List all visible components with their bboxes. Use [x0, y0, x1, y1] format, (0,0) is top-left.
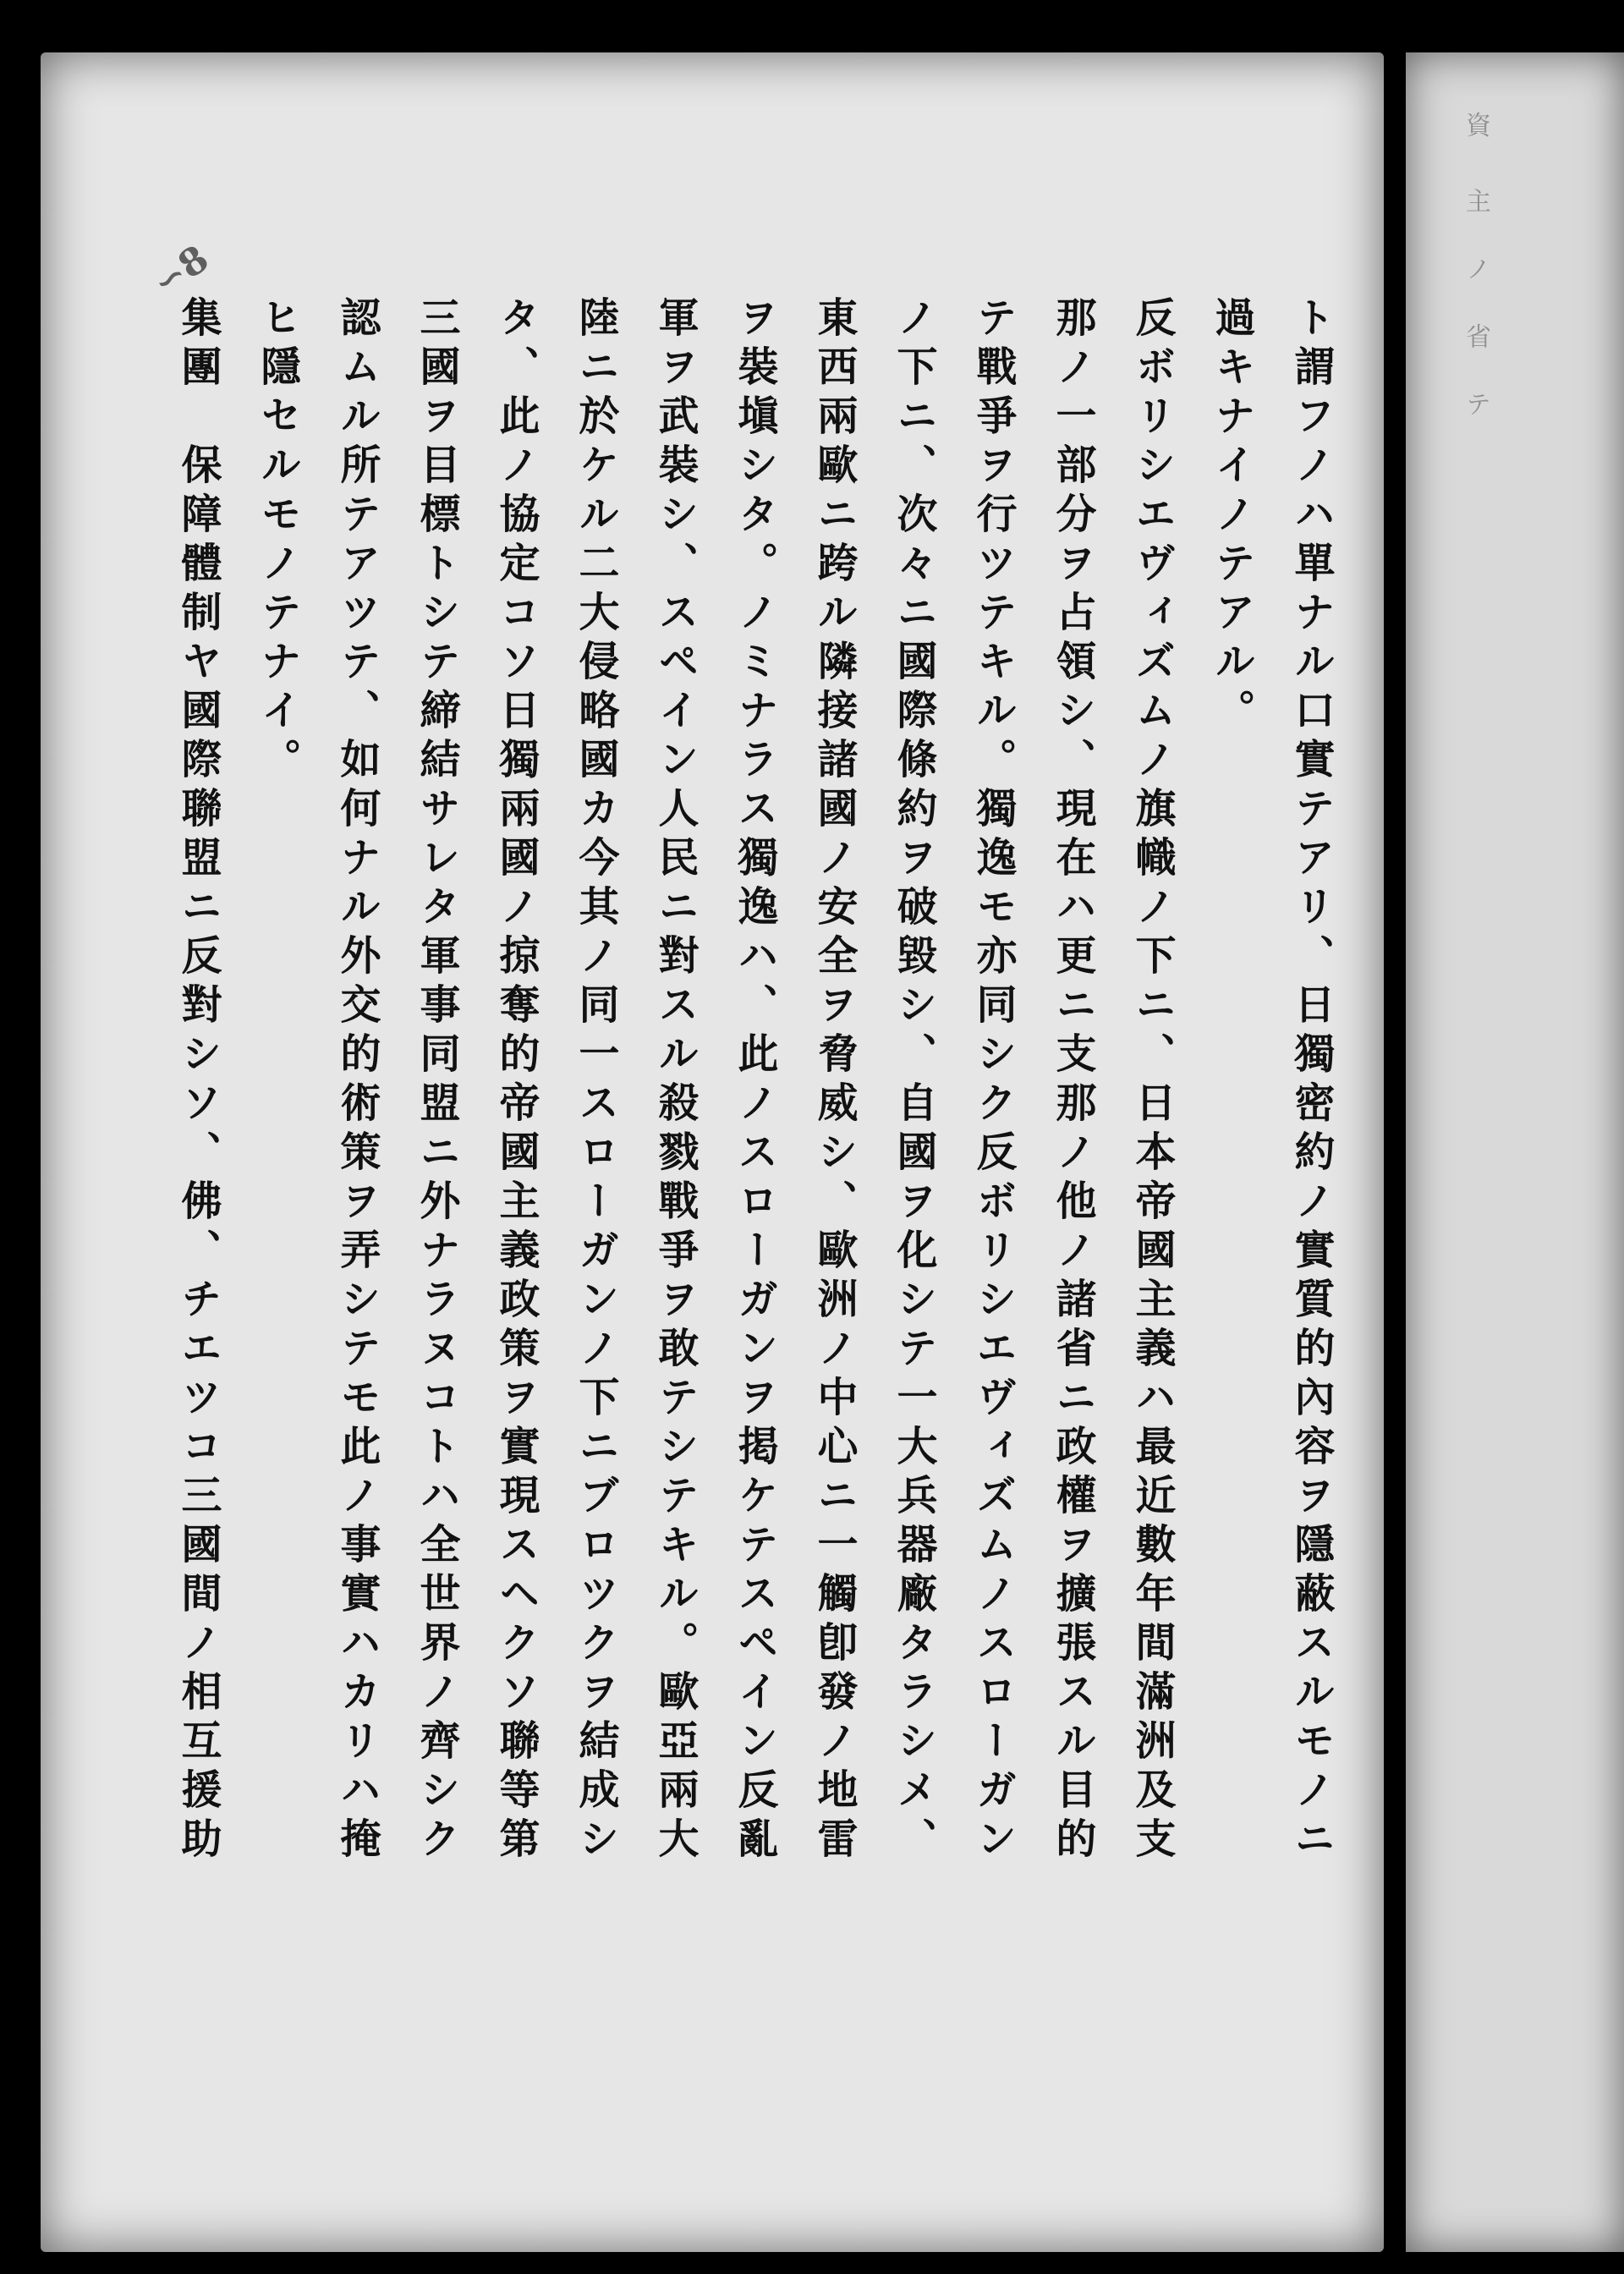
text-column-15: 集團 保障體制ヤ國際聯盟ニ反對シソ、佛、チエツコ三國間ノ相互援助	[174, 296, 222, 1866]
text-column-4: 那ノ一部分ヲ占領シ、現在ハ更ニ支那ノ他ノ諸省ニ政權ヲ擴張スル目的	[1049, 296, 1096, 1866]
text-column-14: ヒ隱セルモノテナイ。	[254, 296, 301, 787]
text-column-1: ト謂フノハ單ナル口實テアリ、日獨密約ノ實質的內容ヲ隱蔽スルモノニ	[1287, 296, 1335, 1866]
edge-text-fragment: 資	[1461, 112, 1490, 137]
text-column-7: 東西兩歐ニ跨ル隣接諸國ノ安全ヲ脅威シ、歐洲ノ中心ニ一觸卽發ノ地雷	[810, 296, 858, 1866]
adjacent-page-edge	[1406, 52, 1624, 2252]
text-column-12: 三國ヲ目標トシテ締結サレタ軍事同盟ニ外ナラヌコトハ全世界ノ齊シク	[413, 296, 460, 1866]
edge-text-fragment: ノ	[1461, 255, 1490, 281]
book-page	[41, 52, 1384, 2252]
edge-text-fragment: 主	[1461, 188, 1490, 213]
text-column-2: 過キナイノテアル。	[1208, 296, 1255, 738]
text-column-13: 認ムル所テアツテ、如何ナル外交的術策ヲ弄シテモ此ノ事實ハカリハ掩	[333, 296, 381, 1866]
text-column-9: 軍ヲ武裝シ、スペイン人民ニ對スル殺戮戰爭ヲ敢テシテキル。歐亞兩大	[651, 296, 699, 1866]
page-mark: ∽8	[145, 237, 217, 305]
text-column-3: 反ボリシエヴィズムノ旗幟ノ下ニ、日本帝國主義ハ最近數年間滿洲及支	[1128, 296, 1176, 1866]
text-column-10: 陸ニ於ケル二大侵略國カ今其ノ同一スローガンノ下ニブロツクヲ結成シ	[572, 296, 619, 1866]
text-column-11: タ、此ノ協定コソ日獨兩國ノ掠奪的帝國主義政策ヲ實現スヘクソ聯等第	[492, 296, 540, 1866]
text-column-8: ヲ裝塡シタ。ノミナラス獨逸ハ、此ノスローガンヲ掲ケテスペイン反亂	[731, 296, 778, 1866]
text-column-5: テ戰爭ヲ行ツテキル。獨逸モ亦同シク反ボリシエヴィズムノスローガン	[969, 296, 1017, 1866]
edge-text-fragment: 省	[1461, 323, 1490, 349]
text-column-6: ノ下ニ、次々ニ國際條約ヲ破毀シ、自國ヲ化シテ一大兵器廠タラシメ、	[890, 296, 937, 1866]
edge-text-fragment: テ	[1461, 391, 1490, 416]
